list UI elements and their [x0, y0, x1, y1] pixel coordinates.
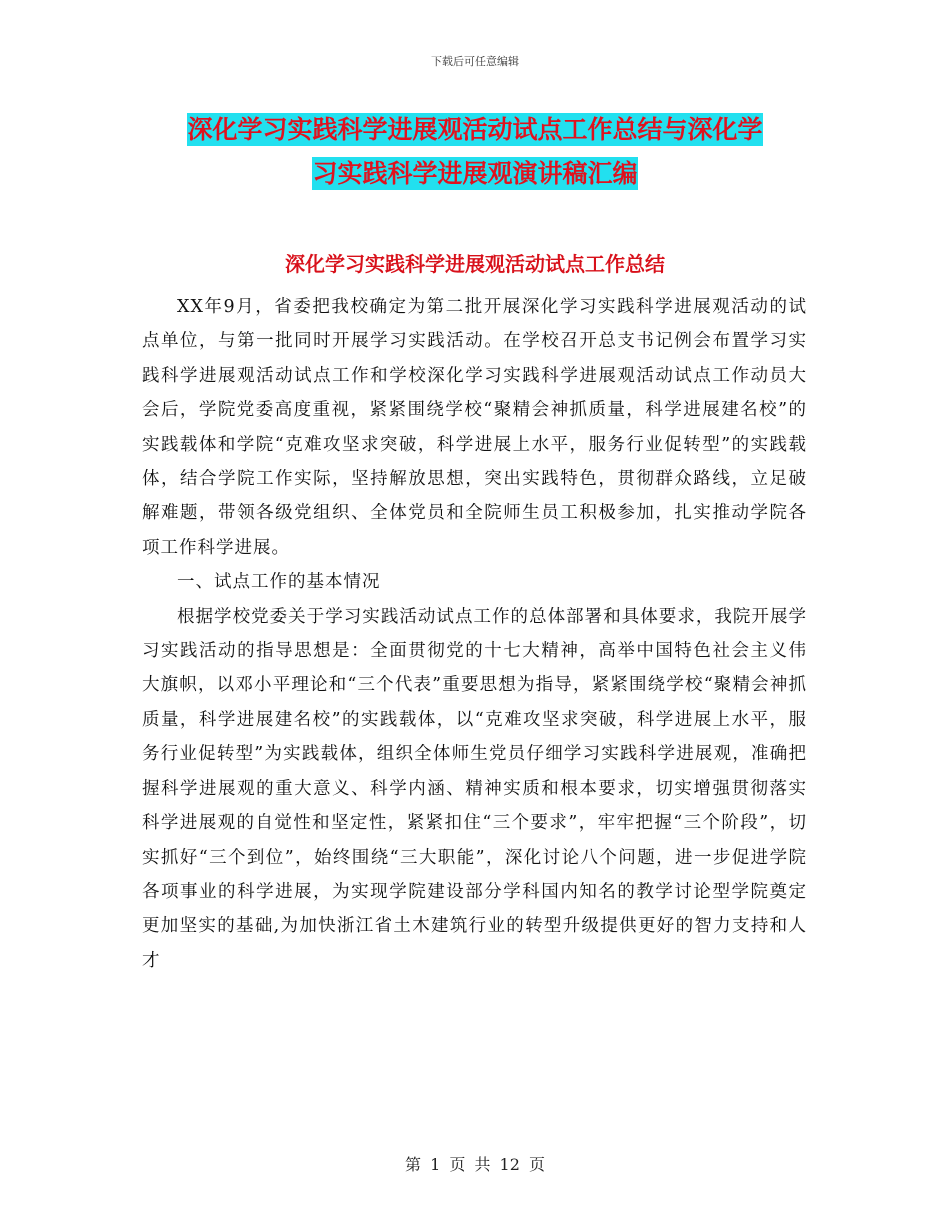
body-text — [142, 290, 807, 978]
section-title: 深化学习实践科学进展观活动试点工作总结 — [285, 252, 665, 276]
document-title-line-1: 深化学习实践科学进展观活动试点工作总结与深化学 — [187, 115, 763, 144]
document-title — [140, 108, 810, 196]
paragraph-guiding-ideas: 根据学校党委关于学习实践活动试点工作的总体部署和具体要求，我院开展学习实践活动的指导思想是：全面贯彻党的十七大精神，高举中国特色社会主义伟大旗帜，以邓小平理论和“三个代表”重要思想为指导，紧紧围绕学校“聚精会神抓质量，科学进展建名校”的实践载体，以“克难攻坚求突破，科学进展上水平，服务行业促转型”为实践载体，组织全体师生党员仔细学习实践科学进展观，准确把握科学进展观的重大意义、科学内涵、精神实质和根本要求，切实增强贯彻落实科学进展观的自觉性和坚定性，紧紧扣住“三个要求”，牢牢把握“三个阶段”，切实抓好“三个到位”，始终围绕“三大职能”，深化讨论八个问题，进一步促进学院各项事业的科学进展，为实现学院建设部分学科国内知名的教学讨论型学院奠定更加坚实的基础,为加快浙江省土木建筑行业的转型升级提供更好的智力支持和人才 — [142, 606, 807, 971]
page-header: 下载后可任意编辑 — [431, 55, 519, 68]
paragraph-heading-1: 一、试点工作的基本情况 — [177, 572, 381, 593]
page-footer: 第 1 页 共 12 页 — [405, 1155, 545, 1174]
document-title-line-2: 习实践科学进展观演讲稿汇编 — [312, 159, 638, 188]
paragraph-intro: XX年9月，省委把我校确定为第二批开展深化学习实践科学进展观活动的试点单位，与第一批同时开展学习实践活动。在学校召开总支书记例会布置学习实践科学进展观活动试点工作和学校深化学习实践科学进展观活动试点工作动员大会后，学院党委高度重视，紧紧围绕学校“聚精会神抓质量，科学进展建名校”的实践载体和学院“克难攻坚求突破，科学进展上水平，服务行业促转型”的实践载体，结合学院工作实际，坚持解放思想，突出实践特色，贯彻群众路线，立足破解难题，带领各级党组织、全体党员和全院师生员工积极参加，扎实推动学院各项工作科学进展。 — [142, 297, 807, 558]
